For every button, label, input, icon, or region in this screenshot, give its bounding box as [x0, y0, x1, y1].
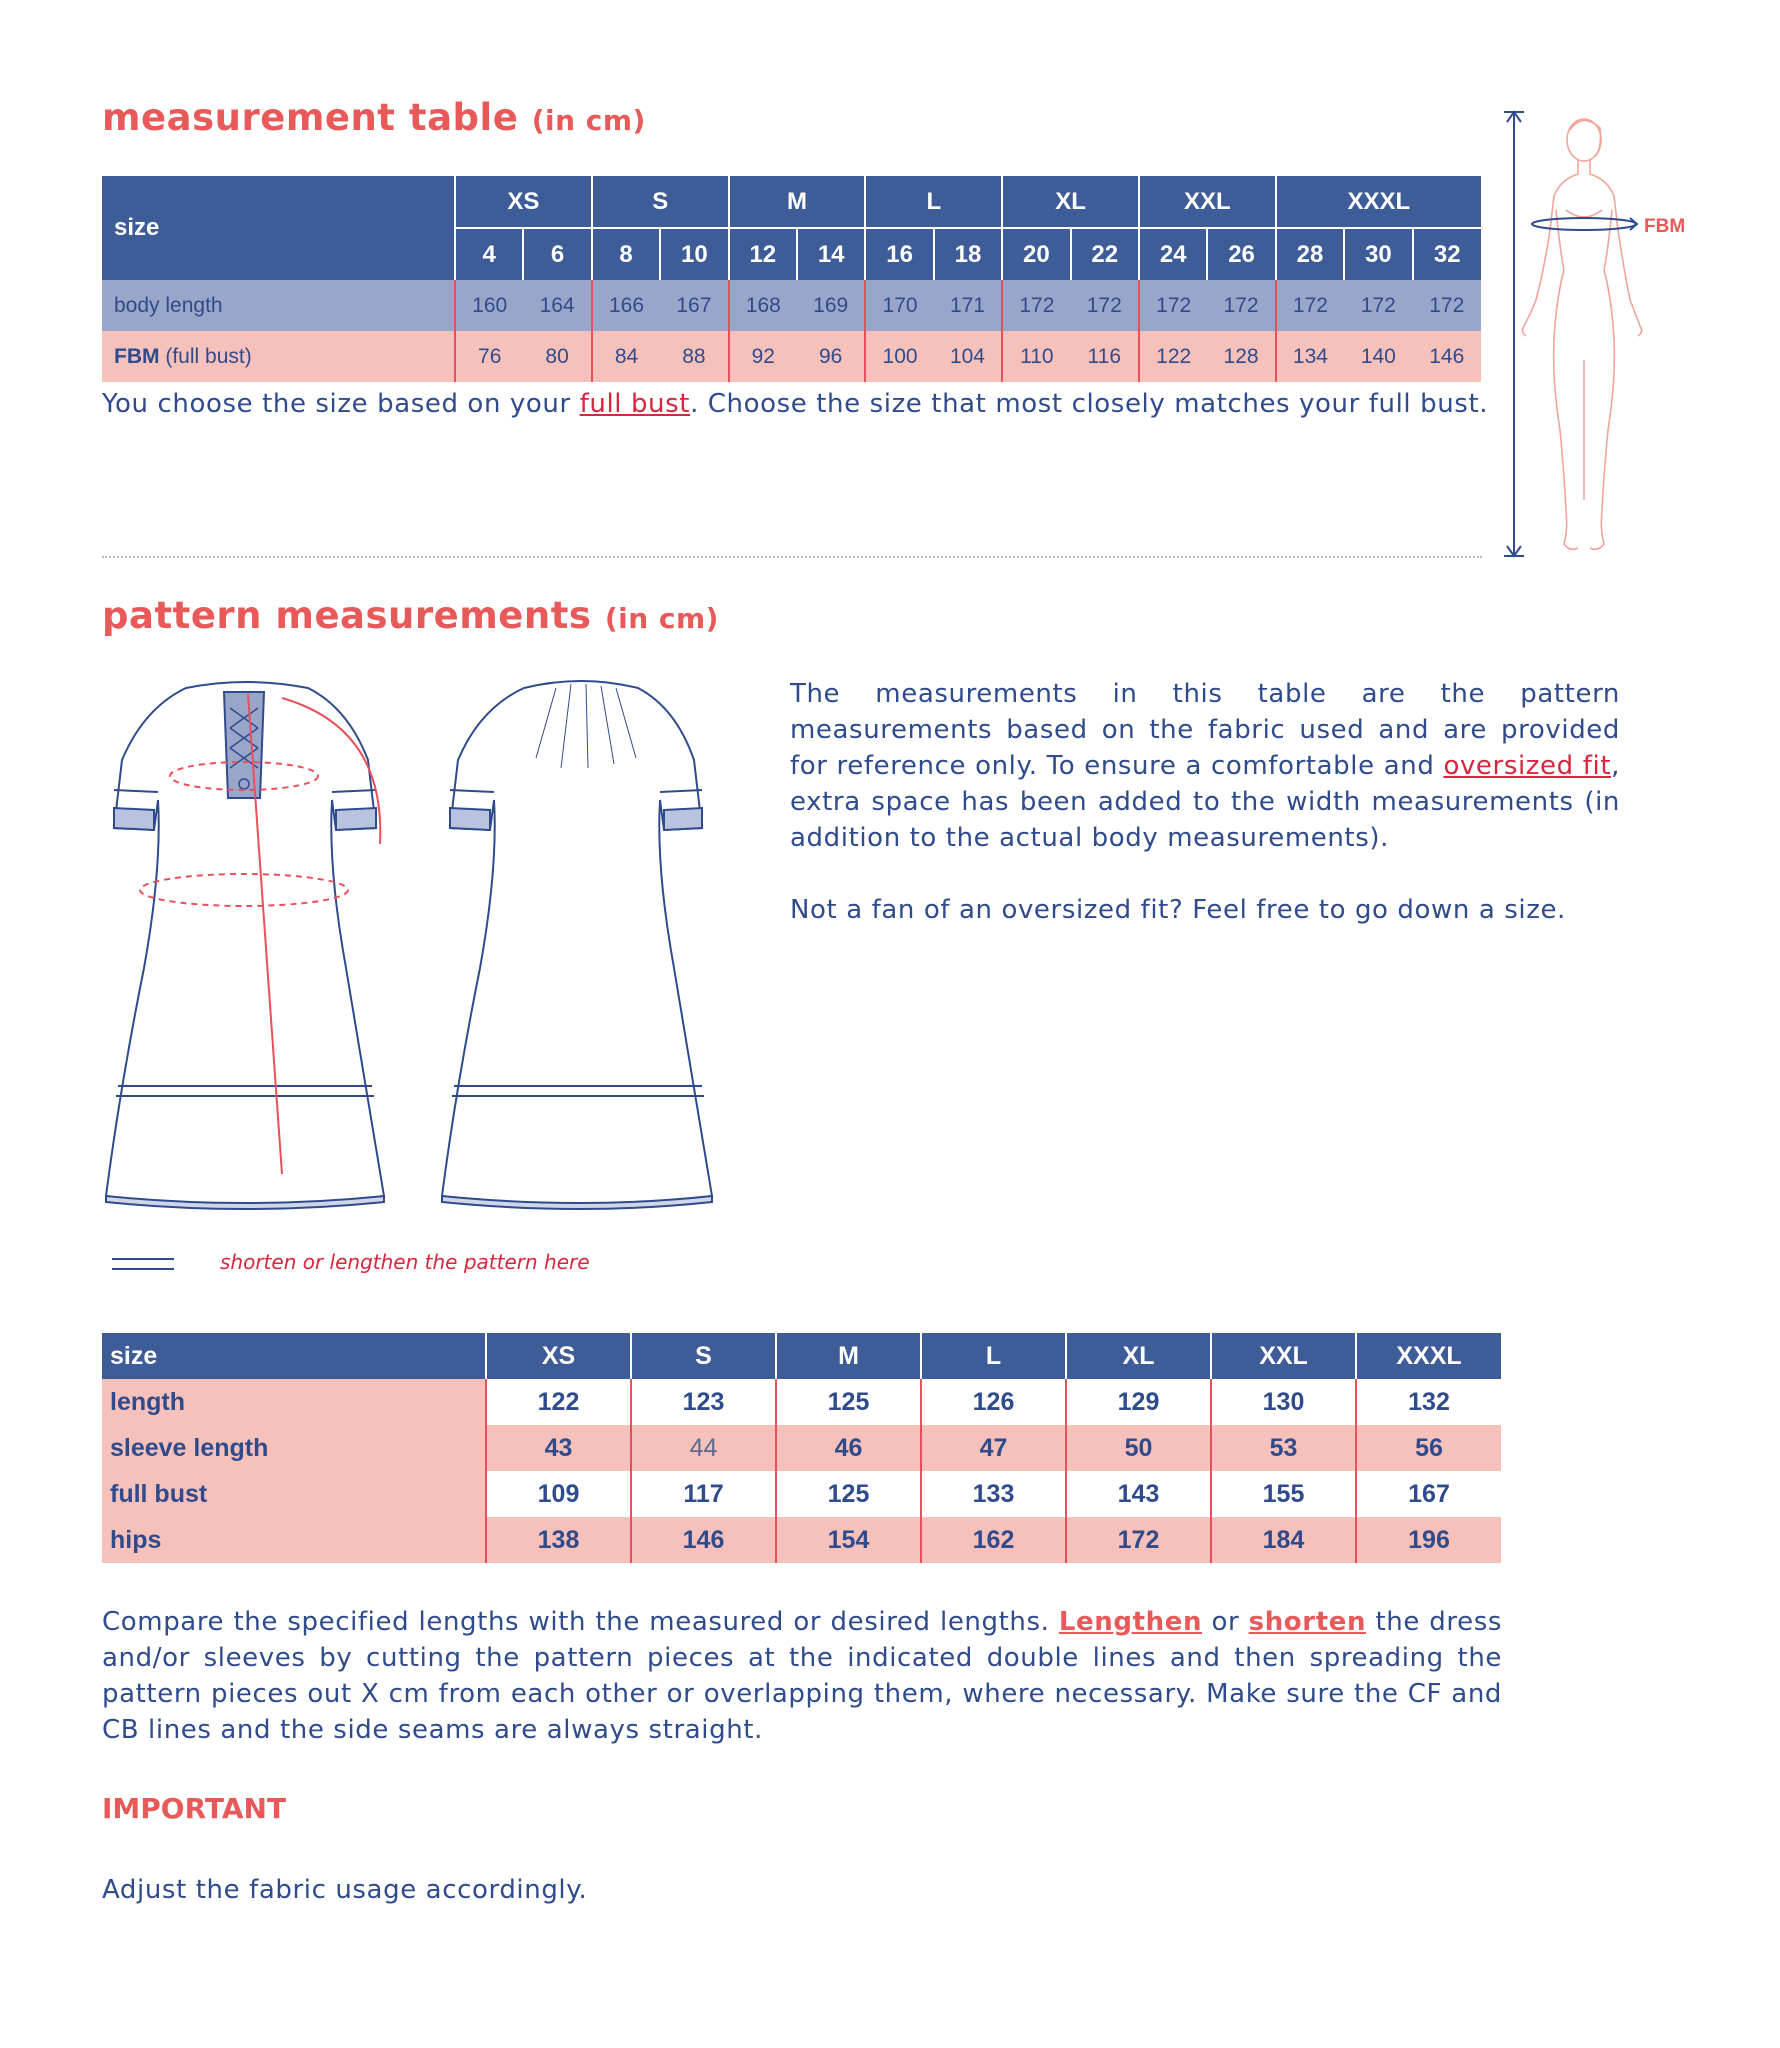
size-number: 30 [1344, 228, 1412, 280]
table-cell: 88 [682, 344, 706, 368]
table-cell: 172 [1086, 293, 1122, 317]
pattern-info-paragraph: The measurements in this table are the pattern measurements based on the fabric used and are provided for reference only. To ensure a comfortable and oversized fit, extra space has been added to the width measurements (in addition to the actual body measurements). [790, 679, 1620, 853]
table-cell: 128 [1223, 344, 1259, 368]
table-cell: 134 [1276, 331, 1344, 382]
table-cell: 130 [1211, 1379, 1356, 1425]
size-number: 28 [1276, 228, 1344, 280]
table-cell: 47 [921, 1425, 1066, 1471]
size-number: 26 [1207, 228, 1275, 280]
table-cell: 92 [729, 331, 797, 382]
table-cell: 109 [486, 1471, 631, 1517]
size-group-l: L [865, 176, 1002, 228]
table-cell: 167 [676, 293, 712, 317]
table-cell: 116 [1087, 344, 1121, 368]
table-cell: 46 [776, 1425, 921, 1471]
table-cell: 146 [631, 1517, 776, 1563]
table-cell: 166 [592, 280, 660, 331]
size-col-xl: XL [1066, 1333, 1211, 1379]
table-cell: 50 [1066, 1425, 1211, 1471]
table-cell: 84 [592, 331, 660, 382]
row-label-sleeve-length: sleeve length [110, 1433, 269, 1462]
table-row [102, 1517, 1501, 1563]
table-cell: 44 [631, 1425, 776, 1471]
double-line-legend-icon [112, 1258, 174, 1270]
table-cell: 122 [486, 1379, 631, 1425]
size-number: 6 [523, 228, 591, 280]
table-row [102, 1379, 1501, 1425]
size-number: 16 [865, 228, 933, 280]
size-group-xl: XL [1002, 176, 1139, 228]
table-cell: 172 [1002, 280, 1070, 331]
table-cell: 169 [813, 293, 849, 317]
size-header: size [114, 214, 160, 241]
size-col-m: M [776, 1333, 921, 1379]
table-cell: 172 [1429, 293, 1465, 317]
table-cell: 171 [949, 293, 985, 317]
size-col-xxxl: XXXL [1356, 1333, 1501, 1379]
table-cell: 155 [1211, 1471, 1356, 1517]
table-cell: 56 [1356, 1425, 1501, 1471]
size-group-xxl: XXL [1139, 176, 1276, 228]
size-down-note: Not a fan of an oversized fit? Feel free to go down a size. [790, 895, 1566, 925]
size-number: 8 [592, 228, 660, 280]
table-cell: 143 [1066, 1471, 1211, 1517]
table-cell: 100 [865, 331, 933, 382]
size-number: 24 [1139, 228, 1207, 280]
row-label-body-length: body length [114, 293, 223, 317]
dress-back-illustration [436, 668, 726, 1228]
legend-label: shorten or lengthen the pattern here [220, 1250, 590, 1274]
table-cell: 125 [776, 1379, 921, 1425]
size-number: 4 [455, 228, 523, 280]
size-number: 14 [797, 228, 865, 280]
table-cell: 172 [1139, 280, 1207, 331]
table-cell: 76 [455, 331, 523, 382]
row-label-full-bust: full bust [102, 1471, 486, 1517]
table-row [102, 280, 1481, 331]
pattern-measurements-heading: pattern measurements (in cm) [102, 594, 719, 637]
size-group-xs: XS [455, 176, 592, 228]
row-label-fbm: FBM (full bust) [114, 344, 252, 368]
table-cell: 104 [949, 344, 985, 368]
size-col-xs: XS [486, 1333, 631, 1379]
table-cell: 125 [776, 1471, 921, 1517]
table-cell: 172 [1276, 280, 1344, 331]
table-cell: 196 [1356, 1517, 1501, 1563]
size-number: 18 [934, 228, 1002, 280]
adjust-length-paragraph: Compare the specified lengths with the measured or desired lengths. Lengthen or shorten the dress and/or sleeves by cutting the pattern pieces at the indicated double lines and then spreading the pattern pieces out X cm from each other or overlapping them, where necessary. Make sure the CF and CB lines and the side seams are always straight. [102, 1607, 1502, 1745]
measurement-table-heading: measurement table (in cm) [102, 96, 646, 139]
fabric-usage-note: Adjust the fabric usage accordingly. [102, 1875, 588, 1905]
table-row [102, 1425, 1501, 1471]
table-cell: 168 [729, 280, 797, 331]
size-col-l: L [921, 1333, 1066, 1379]
body-measurement-table [102, 176, 1481, 382]
table-cell: 160 [455, 280, 523, 331]
important-heading: IMPORTANT [102, 1792, 287, 1825]
table-cell: 146 [1429, 344, 1465, 368]
table-cell: 164 [539, 293, 575, 317]
table-row [102, 1471, 1501, 1517]
size-col-xxl: XXL [1211, 1333, 1356, 1379]
size-header: size [110, 1341, 158, 1370]
oversized-fit-link[interactable]: oversized fit [1443, 751, 1612, 781]
size-group-s: S [592, 176, 729, 228]
table-cell: 96 [819, 344, 843, 368]
size-number: 22 [1071, 228, 1139, 280]
fbm-indicator [1532, 218, 1637, 230]
pattern-measurement-table [102, 1333, 1501, 1563]
table-cell: 123 [631, 1379, 776, 1425]
table-cell: 53 [1211, 1425, 1356, 1471]
table-cell: 172 [1360, 293, 1396, 317]
table-cell: 133 [921, 1471, 1066, 1517]
table-cell: 170 [865, 280, 933, 331]
shorten-link[interactable]: shorten [1248, 1607, 1367, 1637]
size-choice-note: You choose the size based on your full bust. Choose the size that most closely matches your full bust. [102, 389, 1489, 419]
table-cell: 80 [545, 344, 569, 368]
table-cell: 126 [921, 1379, 1066, 1425]
table-cell: 117 [631, 1471, 776, 1517]
table-cell: 167 [1356, 1471, 1501, 1517]
size-group-xxxl: XXXL [1276, 176, 1481, 228]
size-number: 20 [1002, 228, 1070, 280]
dress-front-illustration [96, 668, 396, 1228]
fbm-label: FBM [1644, 216, 1686, 237]
table-cell: 154 [776, 1517, 921, 1563]
table-cell: 110 [1002, 331, 1070, 382]
table-cell: 162 [921, 1517, 1066, 1563]
table-cell: 129 [1066, 1379, 1211, 1425]
table-cell: 122 [1139, 331, 1207, 382]
table-cell: 172 [1223, 293, 1259, 317]
table-cell: 140 [1360, 344, 1396, 368]
table-cell: 132 [1356, 1379, 1501, 1425]
size-group-m: M [729, 176, 866, 228]
table-cell: 43 [486, 1425, 631, 1471]
size-number: 32 [1413, 228, 1481, 280]
body-outline [1522, 119, 1641, 549]
section-divider [102, 556, 1482, 558]
table-cell: 172 [1066, 1517, 1211, 1563]
full-bust-link[interactable]: full bust [579, 389, 691, 419]
row-label-hips: hips [110, 1525, 162, 1554]
body-figure-illustration [1490, 100, 1710, 570]
size-col-s: S [631, 1333, 776, 1379]
height-arrow [1504, 112, 1524, 556]
table-cell: 184 [1211, 1517, 1356, 1563]
lengthen-link[interactable]: Lengthen [1058, 1607, 1203, 1637]
size-number: 10 [660, 228, 728, 280]
table-cell: 138 [486, 1517, 631, 1563]
row-label-length: length [102, 1379, 486, 1425]
table-row [102, 331, 1481, 382]
dress-back-body [442, 681, 712, 1209]
size-number: 12 [729, 228, 797, 280]
